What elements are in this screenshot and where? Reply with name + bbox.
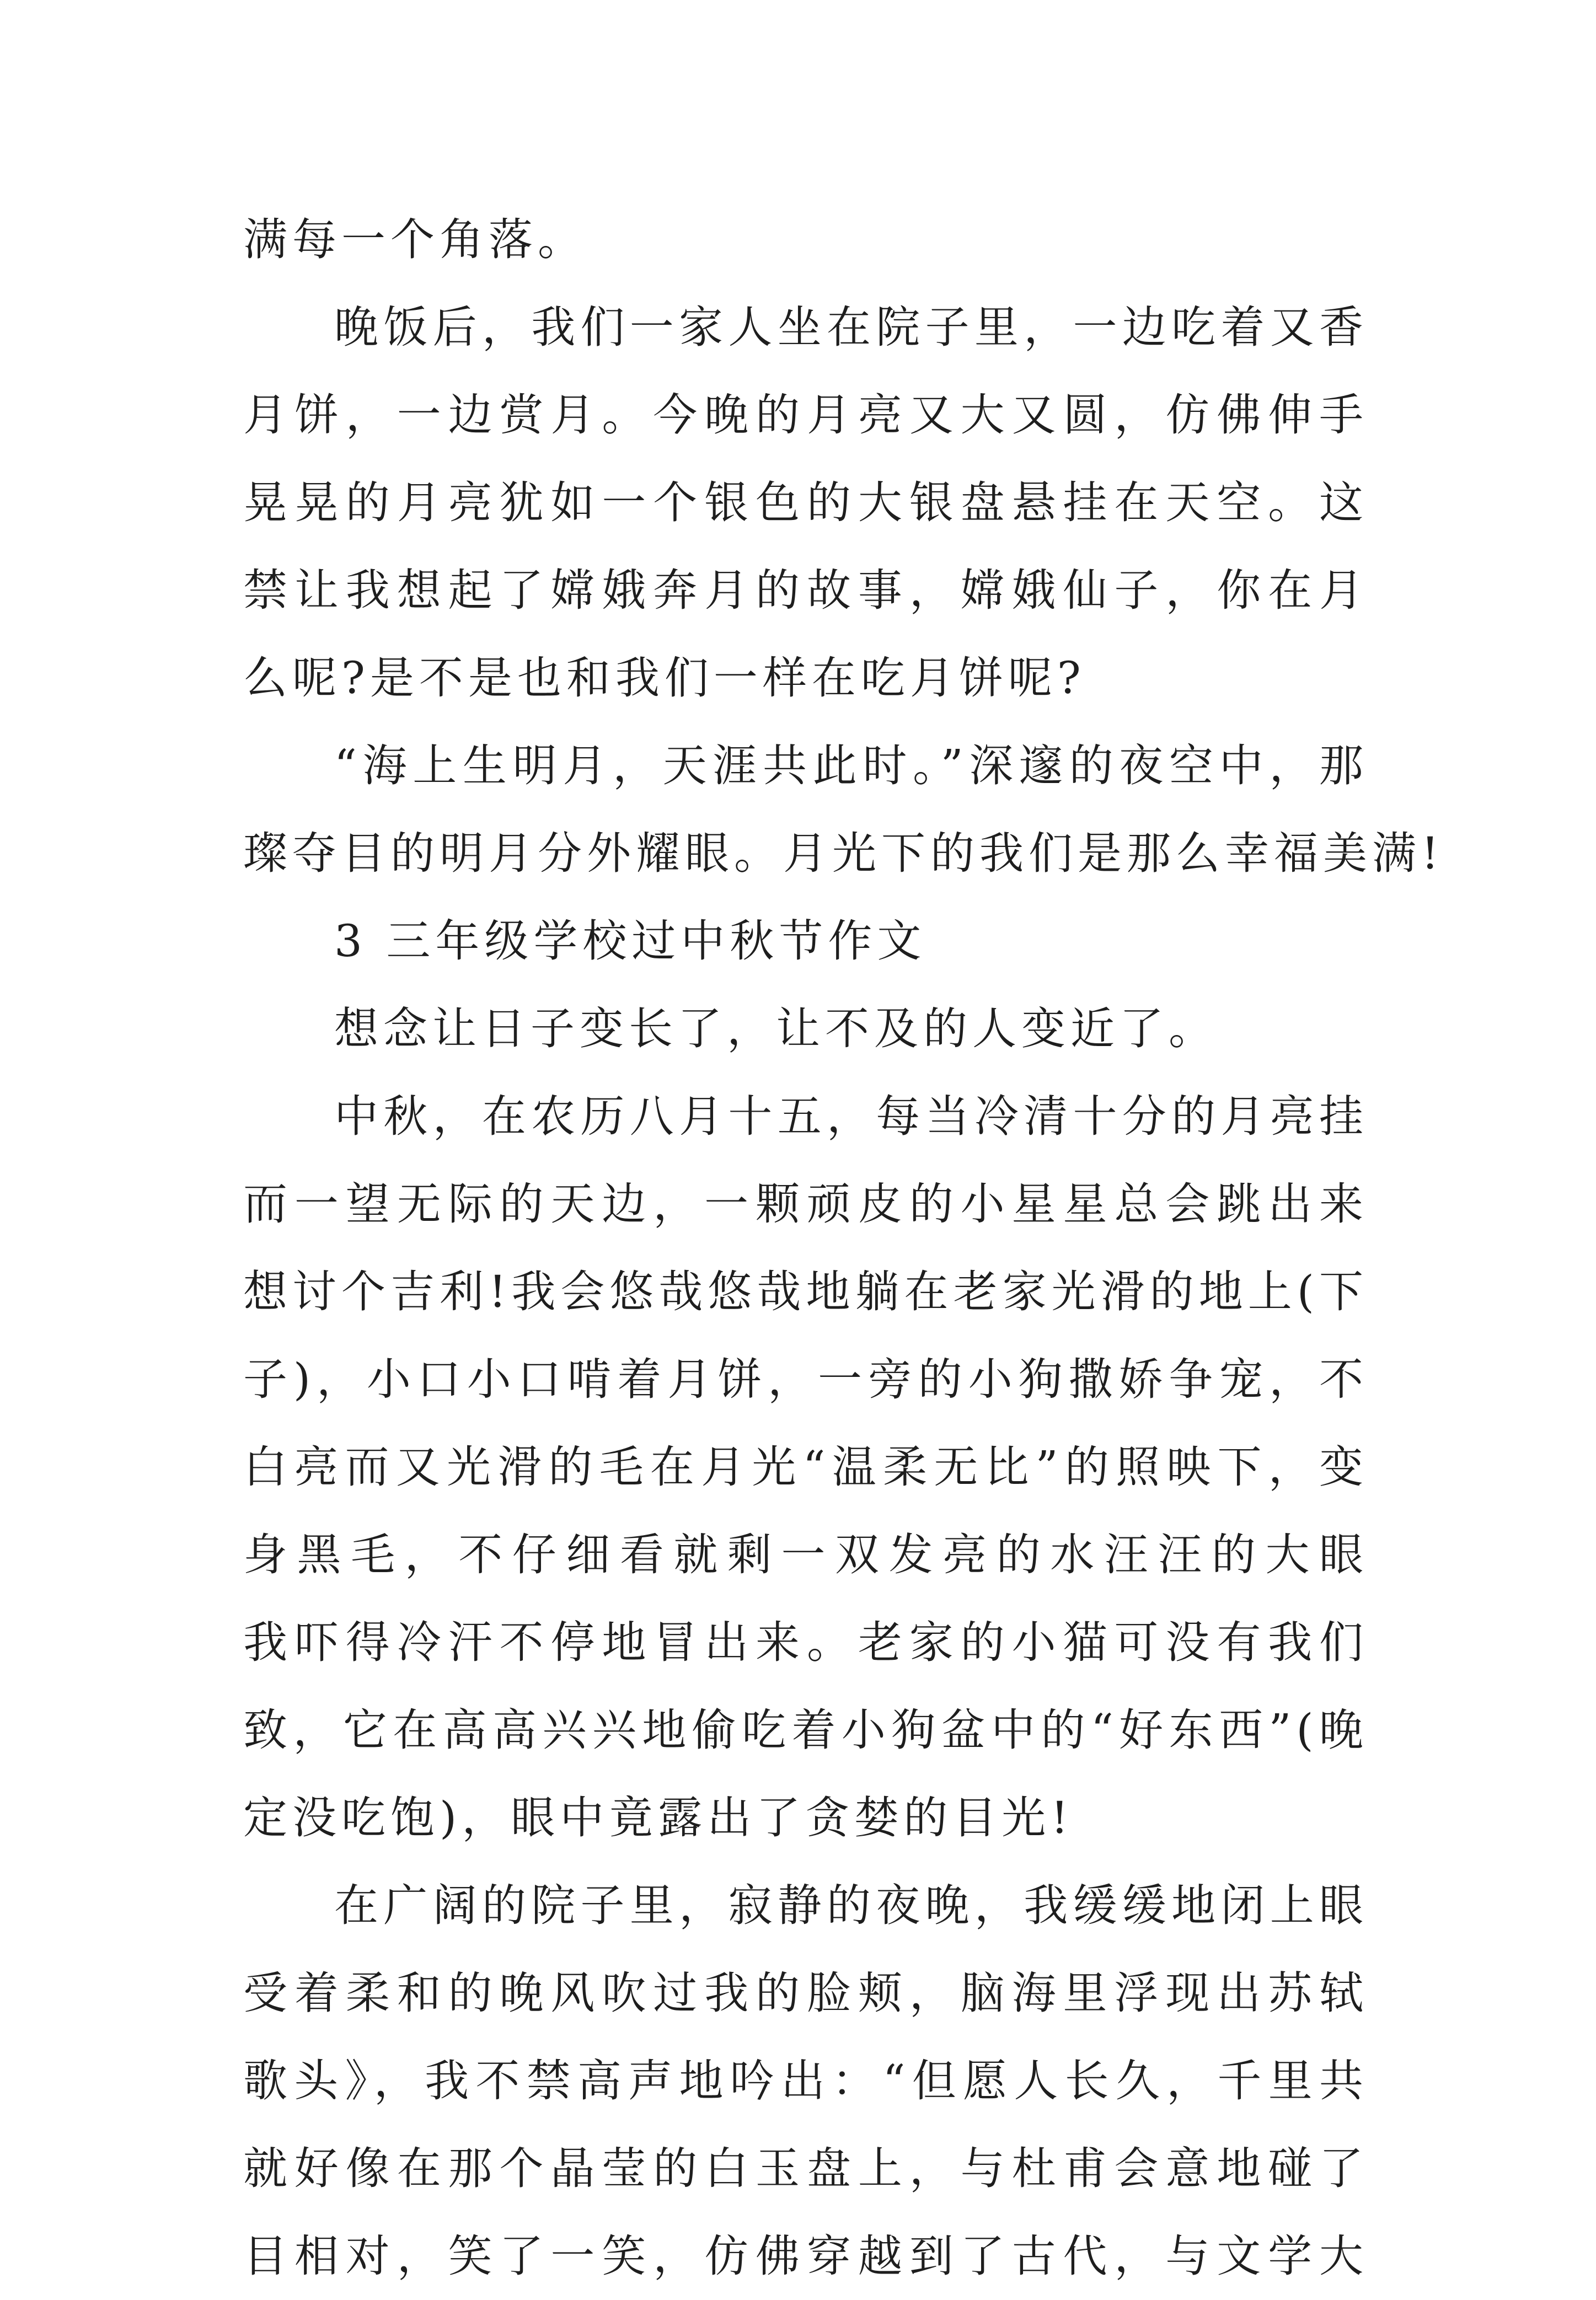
text-line: 身黑毛，不仔细看就剩一双发亮的水汪汪的大眼 — [243, 1529, 1368, 1580]
text-line: 目相对，笑了一笑，仿佛穿越到了古代，与文学大 — [243, 2231, 1368, 2282]
text-line: 满每一个角落。 — [243, 214, 587, 265]
text-line: 致，它在高高兴兴地偷吃着小狗盆中的“好东西”(晚 — [243, 1704, 1368, 1756]
text-line: 就好像在那个晶莹的白玉盘上，与杜甫会意地碰了 — [243, 2143, 1368, 2194]
text-line: 晚饭后，我们一家人坐在院子里，一边吃着又香 — [334, 302, 1368, 353]
essay-text — [243, 196, 1444, 2300]
text-line: 中秋，在农历八月十五，每当冷清十分的月亮挂 — [334, 1091, 1368, 1142]
text-line: 定没吃饱)，眼中竟露出了贪婪的目光! — [243, 1792, 1074, 1843]
text-line: 晃晃的月亮犹如一个银色的大银盘悬挂在天空。这 — [243, 477, 1368, 528]
text-line: 在广阔的院子里，寂静的夜晚，我缓缓地闭上眼 — [334, 1880, 1368, 1931]
text-line: 月饼，一边赏月。今晚的月亮又大又圆，仿佛伸手 — [243, 389, 1368, 441]
text-line: 子)，小口小口啃着月饼，一旁的小狗撒娇争宠，不 — [243, 1354, 1368, 1405]
text-line: 而一望无际的天边，一颗顽皮的小星星总会跳出来 — [243, 1178, 1368, 1230]
text-line: 我吓得冷汗不停地冒出来。老家的小猫可没有我们 — [243, 1617, 1368, 1668]
text-line: 白亮而又光滑的毛在月光“温柔无比”的照映下，变 — [243, 1441, 1368, 1493]
text-line: 想念让日子变长了，让不及的人变近了。 — [334, 1003, 1218, 1054]
text-line: 想讨个吉利!我会悠哉悠哉地躺在老家光滑的地上(下 — [243, 1266, 1368, 1317]
text-line: 受着柔和的晚风吹过我的脸颊，脑海里浮现出苏轼 — [243, 1967, 1368, 2019]
text-line: “海上生明月，天涯共此时。”深邃的夜空中，那 — [334, 740, 1368, 791]
text-line: 歌头》，我不禁高声地吟出：“但愿人长久，千里共 — [243, 2055, 1368, 2106]
text-line: 禁让我想起了嫦娥奔月的故事，嫦娥仙子，你在月 — [243, 565, 1368, 616]
text-line: 璨夺目的明月分外耀眼。月光下的我们是那么幸福美满! — [243, 828, 1444, 879]
text-line: 3 三年级学校过中秋节作文 — [334, 915, 926, 967]
text-line: 么呢?是不是也和我们一样在吃月饼呢? — [243, 652, 1086, 704]
